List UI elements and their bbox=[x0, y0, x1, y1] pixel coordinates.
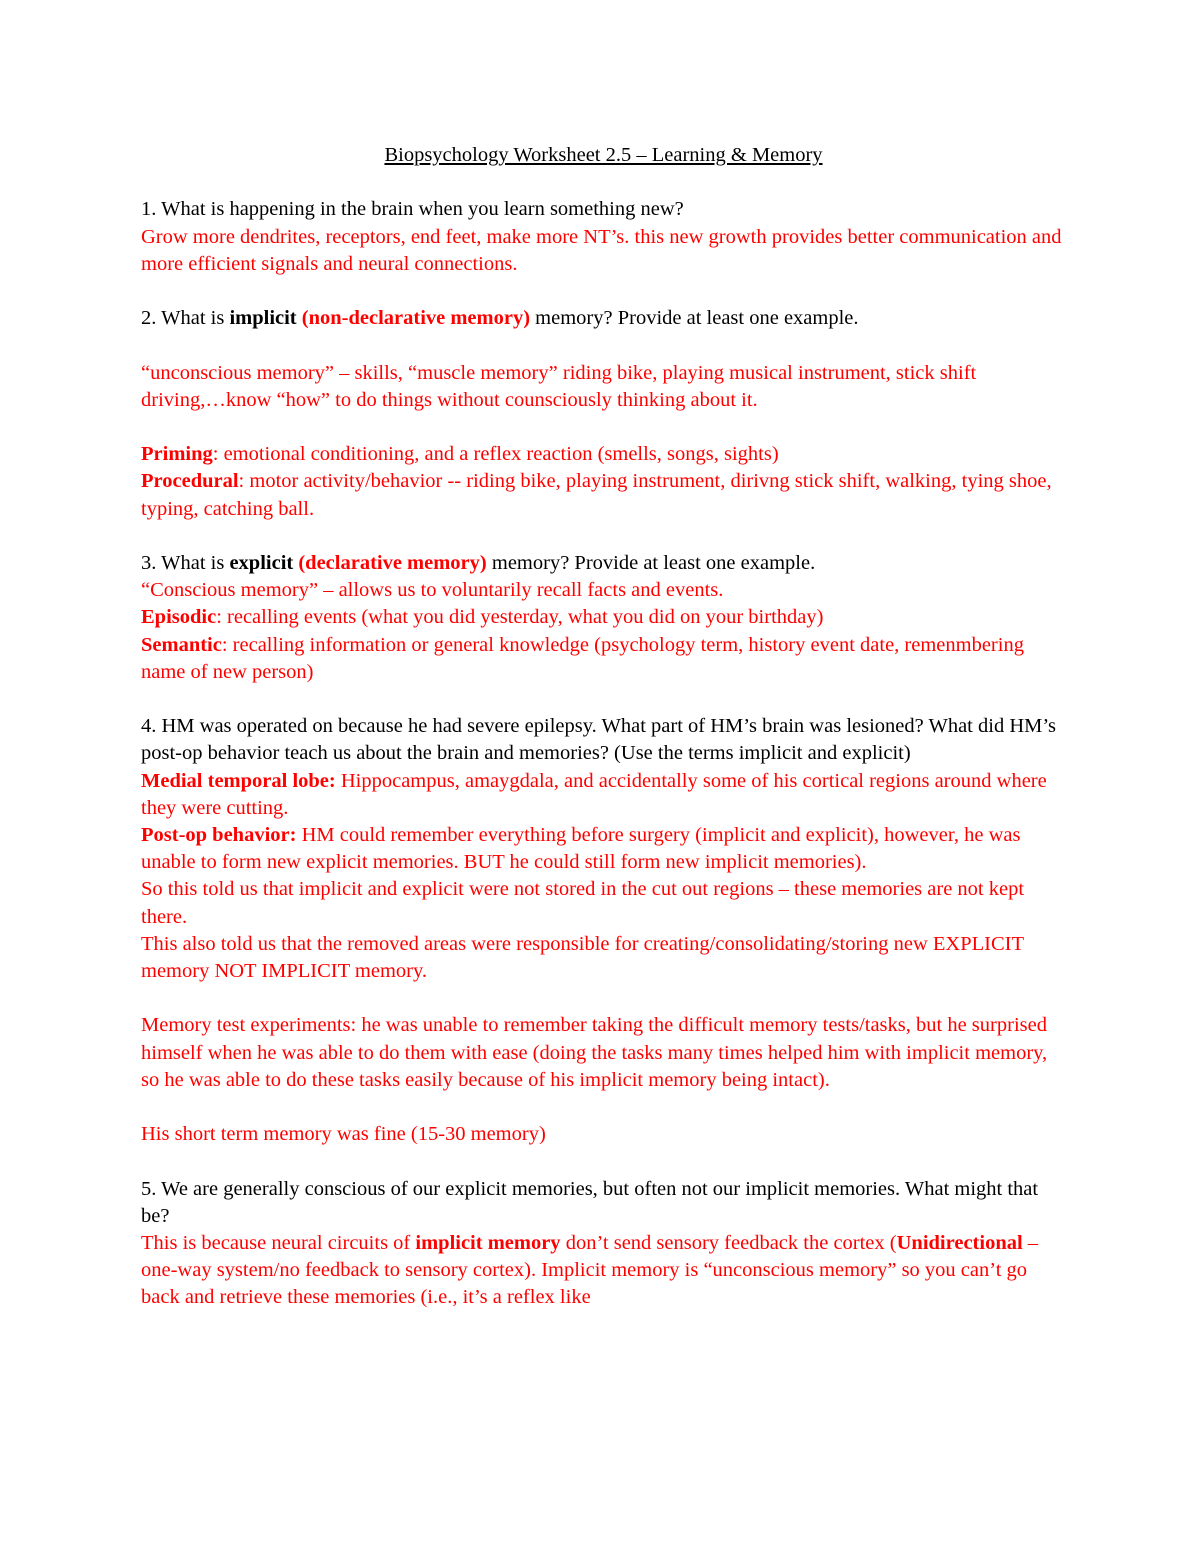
question-3-paren: (declarative memory) bbox=[293, 551, 487, 574]
priming-text: : emotional conditioning, and a reflex reaction (smells, songs, sights) bbox=[212, 443, 779, 466]
spacer bbox=[141, 523, 1066, 550]
semantic-label: Semantic bbox=[141, 633, 222, 656]
episodic-line bbox=[141, 604, 1066, 631]
experiments-paragraph: Memory test experiments: he was unable to remember taking the difficult memory tests/tasks, but he surprised himself when he was able to do them with ease (doing the tasks many times helped him with implicit memory, so he was able to do these tasks easily because of his implicit memory being intact). bbox=[141, 1014, 1048, 1091]
procedural-label: Procedural bbox=[141, 470, 239, 493]
spacer bbox=[141, 686, 1066, 713]
question-5: 5. We are generally conscious of our explicit memories, but often not our implicit memories. What might that be? bbox=[141, 1177, 1039, 1227]
question-4: 4. HM was operated on because he had severe epilepsy. What part of HM’s brain was lesioned? What did HM’s post-op behavior teach us about the brain and memories? (Use the terms implicit and explicit) bbox=[141, 715, 1057, 765]
spacer bbox=[141, 278, 1066, 305]
spacer bbox=[141, 1094, 1066, 1121]
answer-3: “Conscious memory” – allows us to voluntarily recall facts and events. bbox=[141, 579, 724, 602]
question-3-term: explicit bbox=[229, 551, 294, 574]
spacer bbox=[141, 1148, 1066, 1175]
answer-5-term: implicit memory bbox=[415, 1231, 561, 1254]
worksheet-page bbox=[141, 142, 1066, 1312]
mtl-label: Medial temporal lobe: bbox=[141, 769, 336, 792]
mtl-line bbox=[141, 768, 1066, 822]
question-2-paren: (non-declarative memory) bbox=[296, 307, 531, 330]
question-2 bbox=[141, 305, 1066, 332]
answer-5-prefix: This is because neural circuits of bbox=[141, 1231, 416, 1254]
spacer bbox=[141, 985, 1066, 1012]
semantic-text: : recalling information or general knowledge (psychology term, history event date, remenmbering name of new person) bbox=[141, 633, 1024, 683]
told-line-2: This also told us that the removed areas were responsible for creating/consolidating/storing new EXPLICIT memory NOT IMPLICIT memory. bbox=[141, 932, 1024, 982]
answer-5-suffix: – one-way system/no feedback to sensory cortex). Implicit memory is “unconscious memory” so you can’t go back and retrieve these memories (i.e., it’s a reflex like bbox=[141, 1231, 1039, 1309]
mtl-text: Hippocampus, amaygdala, and accidentally some of his cortical regions around where they were cutting. bbox=[141, 769, 1047, 819]
question-1: 1. What is happening in the brain when you learn something new? bbox=[141, 198, 684, 221]
worksheet-title: Biopsychology Worksheet 2.5 – Learning & Memory bbox=[384, 144, 823, 166]
spacer bbox=[141, 332, 1066, 359]
answer-1: Grow more dendrites, receptors, end feet, make more NT’s. this new growth provides better communication and more efficient signals and neural connections. bbox=[141, 225, 1062, 275]
answer-5 bbox=[141, 1230, 1066, 1312]
postop-label: Post-op behavior: bbox=[141, 823, 297, 846]
semantic-line bbox=[141, 632, 1066, 686]
postop-text: HM could remember everything before surgery (implicit and explicit), however, he was unable to form new explicit memories. BUT he could still form new implicit memories). bbox=[141, 823, 1021, 874]
spacer bbox=[141, 169, 1066, 196]
question-2-prefix: 2. What is bbox=[141, 307, 230, 330]
question-2-suffix: memory? Provide at least one example. bbox=[530, 307, 859, 330]
question-3-suffix: memory? Provide at least one example. bbox=[486, 551, 816, 574]
procedural-line bbox=[141, 468, 1066, 522]
answer-2: “unconscious memory” – skills, “muscle memory” riding bike, playing musical instrument, stick shift driving,…know “how” to do things without counsciously thinking about it. bbox=[141, 361, 977, 411]
answer-5-mid: don’t send sensory feedback the cortex ( bbox=[560, 1231, 897, 1254]
postop-line bbox=[141, 822, 1066, 876]
episodic-text: : recalling events (what you did yesterday, what you did on your birthday) bbox=[216, 606, 824, 629]
priming-label: Priming bbox=[141, 443, 213, 466]
answer-5-term2: Unidirectional bbox=[896, 1231, 1023, 1254]
spacer bbox=[141, 414, 1066, 441]
question-3-prefix: 3. What is bbox=[141, 551, 230, 574]
question-3 bbox=[141, 550, 1066, 577]
priming-line bbox=[141, 441, 1066, 468]
told-line-1: So this told us that implicit and explicit were not stored in the cut out regions – these memories are not kept there. bbox=[141, 878, 1025, 928]
procedural-text: : motor activity/behavior -- riding bike, playing instrument, dirivng stick shift, walking, tying shoe, typing, catching ball. bbox=[141, 470, 1052, 520]
episodic-label: Episodic bbox=[141, 606, 217, 629]
short-term-line: His short term memory was fine (15-30 memory) bbox=[141, 1123, 546, 1146]
question-2-term: implicit bbox=[229, 307, 297, 330]
